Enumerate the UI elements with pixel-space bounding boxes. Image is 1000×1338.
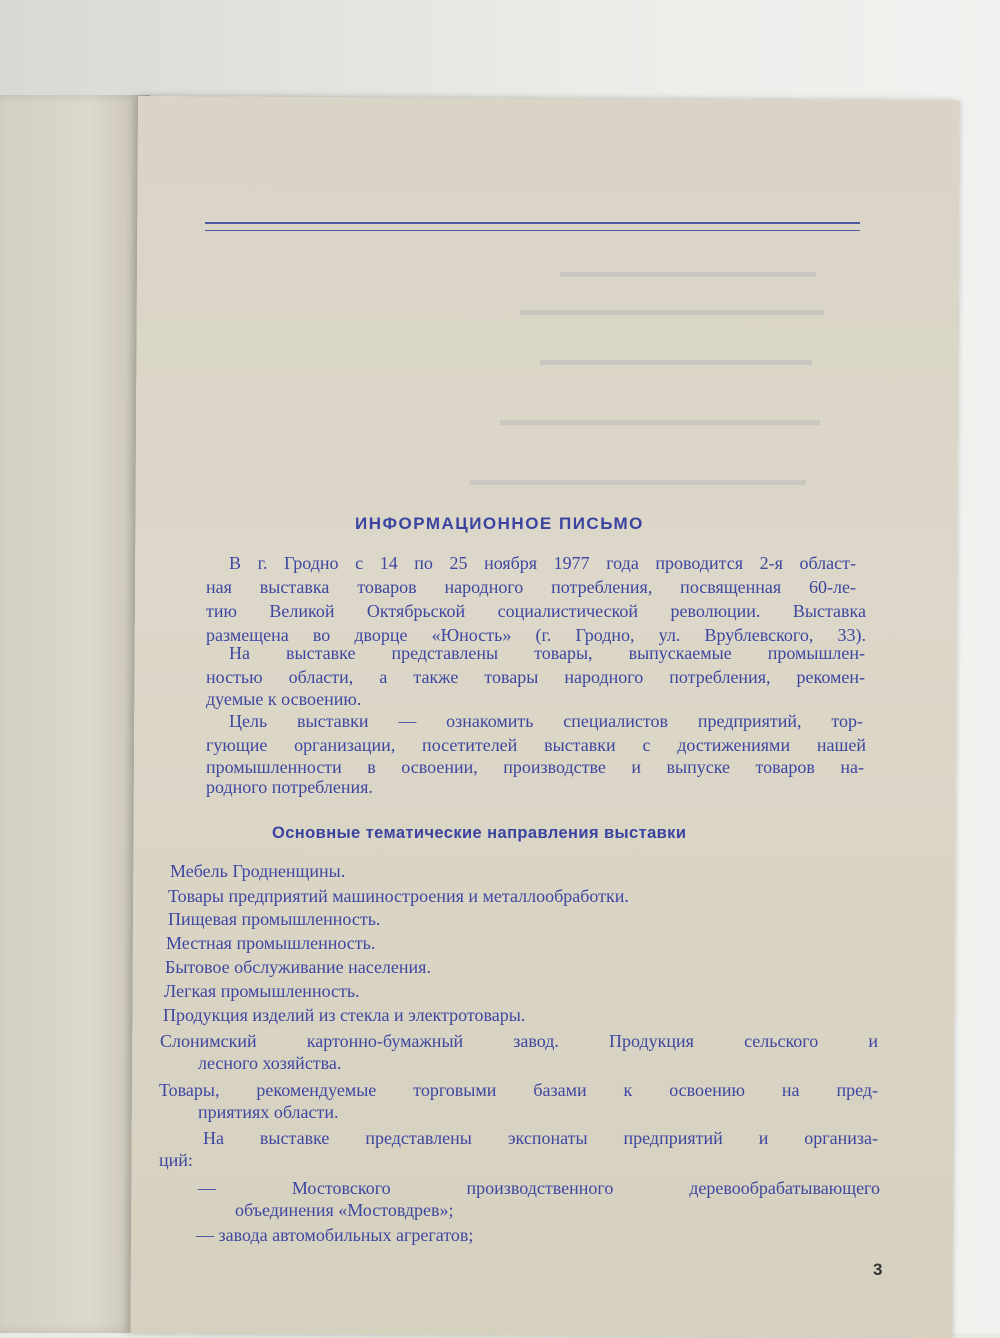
intro-line: На выставке представлены товары, выпускаемые промышлен- (229, 643, 865, 663)
show-through-text: ▬▬▬▬▬▬▬▬▬▬▬▬▬▬▬▬▬▬▬▬▬ (470, 472, 806, 489)
intro-line: ностью области, а также товары народного потребления, рекомен- (206, 667, 865, 687)
show-through-text: ▬▬▬▬▬▬▬▬▬▬▬▬▬▬▬▬ (560, 264, 816, 281)
intro-line: В г. Гродно с 14 по 25 ноября 1977 года проводится 2-я област- (229, 553, 856, 573)
direction-item: Мебель Гродненщины. (170, 861, 346, 881)
direction-item: Слонимский картонно-бумажный завод. Продукция сельского и (160, 1031, 878, 1051)
direction-item: Пищевая промышленность. (168, 909, 381, 929)
direction-item: Бытовое обслуживание населения. (165, 957, 431, 977)
direction-item: Товары, рекомендуемые торговыми базами к освоению на пред- (159, 1080, 878, 1100)
intro-line: Цель выставки — ознакомить специалистов предприятий, тор- (229, 711, 863, 731)
direction-item: объединения «Мостовдрев»; (235, 1200, 454, 1220)
direction-item: Продукция изделий из стекла и электротовары. (163, 1005, 526, 1025)
intro-line: родного потребления. (206, 777, 373, 797)
direction-item: ций: (159, 1150, 193, 1170)
direction-item: Местная промышленность. (166, 933, 376, 953)
direction-item: Легкая промышленность. (164, 981, 360, 1001)
intro-line: тию Великой Октябрьской социалистической революции. Выставка (206, 601, 866, 621)
top-rule-thin (205, 230, 860, 231)
intro-line: гующие организации, посетителей выставки с достижениями нашей (206, 735, 866, 755)
show-through-text: ▬▬▬▬▬▬▬▬▬▬▬▬▬▬▬▬▬▬▬▬ (500, 412, 820, 429)
intro-line: промышленности в освоении, производстве и выпуске товаров на- (206, 757, 864, 777)
section-heading: Основные тематические направления выставки (272, 824, 687, 842)
direction-item: — Мостовского производственного деревообрабатывающего (198, 1178, 880, 1198)
direction-item: приятиях области. (198, 1102, 339, 1122)
intro-line: размещена во дворце «Юность» (г. Гродно, ул. Врублевского, 33). (206, 625, 866, 645)
direction-item: — завода автомобильных агрегатов; (196, 1225, 474, 1245)
show-through-text: ▬▬▬▬▬▬▬▬▬▬▬▬▬▬▬▬▬ (540, 352, 812, 369)
left-page-edge (0, 95, 150, 1333)
intro-line: дуемые к освоению. (206, 689, 362, 709)
direction-item: На выставке представлены экспонаты предприятий и организа- (203, 1128, 878, 1148)
direction-item: лесного хозяйства. (198, 1053, 342, 1073)
direction-item: Товары предприятий машиностроения и металлообработки. (168, 886, 629, 906)
document-title: ИНФОРМАЦИОННОЕ ПИСЬМО (355, 514, 644, 533)
top-rule (205, 222, 860, 224)
show-through-text: ▬▬▬▬▬▬▬▬▬▬▬▬▬▬▬▬▬▬▬ (520, 302, 824, 319)
intro-line: ная выставка товаров народного потребления, посвященная 60-ле- (206, 577, 856, 597)
page-number: 3 (873, 1260, 883, 1279)
